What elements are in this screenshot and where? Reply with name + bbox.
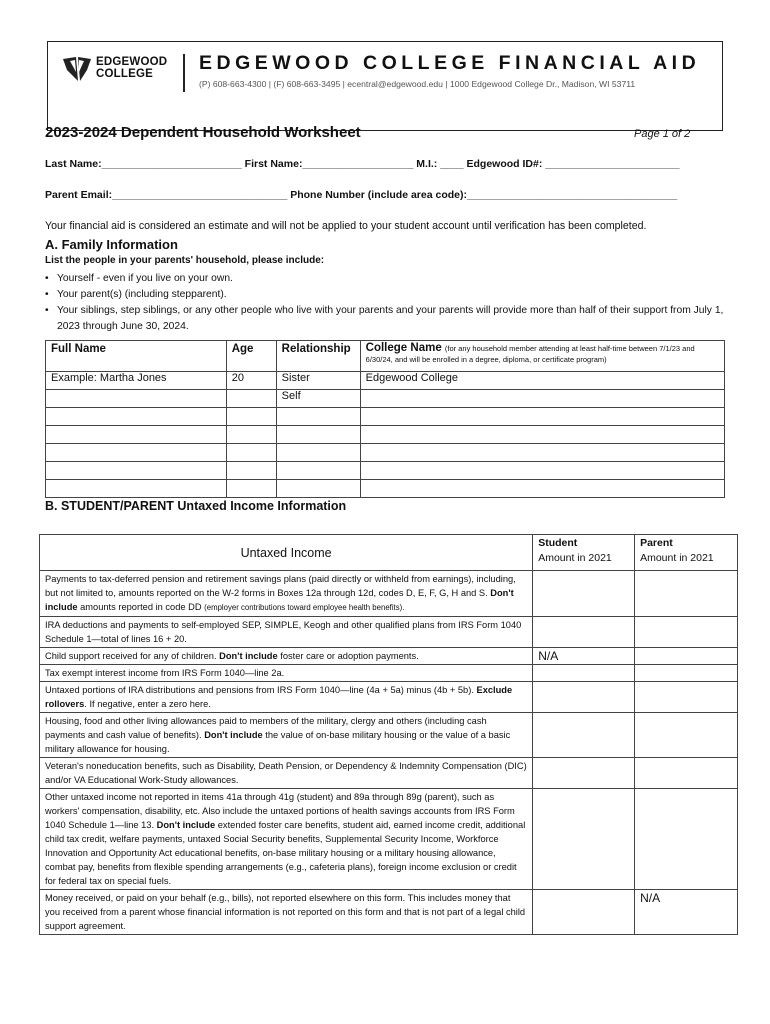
parent-amount-input[interactable]	[635, 713, 738, 758]
parent-amount-input[interactable]	[635, 648, 738, 665]
table-row[interactable]	[46, 444, 725, 462]
table-row[interactable]	[46, 462, 725, 480]
family-table	[45, 340, 725, 498]
parent-amount-input[interactable]	[635, 758, 738, 789]
parent-amount-input[interactable]	[635, 665, 738, 682]
untaxed-income-table	[39, 534, 738, 935]
table-row[interactable]	[46, 426, 725, 444]
parent-contact-fields[interactable]: Parent Email:______________________________ Phone Number (include area code):____________________________________	[45, 189, 678, 201]
col-full-name: Full Name	[46, 341, 227, 372]
parent-amount-input[interactable]	[635, 617, 738, 648]
student-amount-input[interactable]	[533, 758, 635, 789]
table-row: Veteran's noneducation benefits, such as Disability, Death Pension, or Dependency & Indemnity Compensation (DIC) and/or VA Educational Work-Study allowances.	[40, 758, 738, 789]
student-amount-input[interactable]	[533, 682, 635, 713]
logo-line-2: COLLEGE	[96, 68, 153, 80]
table-row[interactable]: Self	[46, 390, 725, 408]
col-college-name: College Name (for any household member attending at least half-time between 7/1/23 and 6/30/24, and will be enrolled in a degree, diploma, or certificate program)	[360, 341, 724, 372]
table-row[interactable]	[46, 480, 725, 498]
parent-amount-input[interactable]	[635, 789, 738, 890]
col-age: Age	[226, 341, 276, 372]
col-student-amount: Student Amount in 2021	[533, 535, 635, 571]
table-row: Example: Martha Jones 20 Sister Edgewood College	[46, 372, 725, 390]
page-title: 2023-2024 Dependent Household Worksheet	[45, 124, 361, 141]
col-untaxed-income: Untaxed Income	[40, 535, 533, 571]
table-row: Payments to tax-deferred pension and retirement savings plans (paid directly or withheld from earnings), including, but not limited to, amounts reported on the W-2 forms in Boxes 12a through 12d, codes D, E, F, G, H and S. Don't include amounts reported in code DD (employer contributions toward employee health benefits).	[40, 571, 738, 617]
logo-line-1: EDGEWOOD	[96, 56, 168, 68]
college-crest-icon	[62, 56, 92, 82]
section-a-heading: A. Family Information	[45, 237, 178, 252]
student-amount-input[interactable]	[533, 617, 635, 648]
estimate-notice: Your financial aid is considered an estimate and will not be applied to your student account until verification has been completed.	[45, 220, 647, 232]
section-b-heading: B. STUDENT/PARENT Untaxed Income Information	[45, 499, 347, 513]
parent-na: N/A	[635, 890, 738, 935]
table-row: Money received, or paid on your behalf (e.g., bills), not reported elsewhere on this form. This includes money that you received from a parent whose financial information is not reported on this form and that is not part of a legal child support agreement. N/A	[40, 890, 738, 935]
header-contact: (P) 608-663-4300 | (F) 608-663-3495 | ecentral@edgewood.edu | 1000 Edgewood College Dr., Madison, WI 53711	[199, 79, 636, 89]
table-row: Untaxed portions of IRA distributions and pensions from IRS Form 1040—line (4a + 5a) minus (4b + 5b). Exclude rollovers. If negative, enter a zero here.	[40, 682, 738, 713]
table-row: Child support received for any of children. Don't include foster care or adoption payments. N/A	[40, 648, 738, 665]
student-na: N/A	[533, 648, 635, 665]
section-a-intro: List the people in your parents' household, please include:	[45, 255, 325, 266]
table-row[interactable]	[46, 408, 725, 426]
header-divider	[183, 54, 185, 92]
list-item: • Your siblings, step siblings, or any other people who live with your parents and your parents will provide more than half of their support from July 1, 2023 through June 30, 2024.	[45, 305, 724, 332]
student-amount-input[interactable]	[533, 571, 635, 617]
list-item: • Yourself - even if you live on your own.	[45, 273, 233, 284]
student-amount-input[interactable]	[533, 713, 635, 758]
student-info-fields[interactable]: Last Name:________________________ First Name:___________________ M.I.: ____ Edgewood ID#: _______________________	[45, 158, 680, 170]
table-row: Housing, food and other living allowances paid to members of the military, clergy and others (including cash payments and cash value of benefits). Don't include the value of on-base military housing or the value of a basic military allowance for housing.	[40, 713, 738, 758]
college-logo-text	[96, 56, 167, 80]
table-row: Other untaxed income not reported in items 41a through 41g (student) and 89a through 89g (parent), such as workers' compensation, disability, etc. Also include the untaxed portions of health savings accounts from IRS Form 1040 Schedule 1—line 13. Don't include extended foster care benefits, student aid, earned income credit, additional child tax credit, welfare payments, untaxed Social Security benefits, Supplemental Security Income, Workforce Innovation and Opportunity Act educational benefits, on-base military housing or a military housing allowance, combat pay, benefits from flexible spending arrangements (e.g., cafeteria plans), foreign income exclusion or credit for federal tax on special fuels.	[40, 789, 738, 890]
student-amount-input[interactable]	[533, 890, 635, 935]
col-parent-amount: Parent Amount in 2021	[635, 535, 738, 571]
parent-amount-input[interactable]	[635, 571, 738, 617]
list-item: • Your parent(s) (including stepparent).	[45, 289, 227, 300]
student-amount-input[interactable]	[533, 665, 635, 682]
header-title: EDGEWOOD COLLEGE FINANCIAL AID	[199, 52, 701, 74]
table-row: Tax exempt interest income from IRS Form 1040—line 2a.	[40, 665, 738, 682]
table-row: IRA deductions and payments to self-employed SEP, SIMPLE, Keogh and other qualified plans from IRS Form 1040 Schedule 1—total of lines 16 + 20.	[40, 617, 738, 648]
household-bullet-list	[45, 271, 725, 335]
student-amount-input[interactable]	[533, 789, 635, 890]
col-relationship: Relationship	[276, 341, 360, 372]
parent-amount-input[interactable]	[635, 682, 738, 713]
page-number: Page 1 of 2	[634, 128, 691, 140]
